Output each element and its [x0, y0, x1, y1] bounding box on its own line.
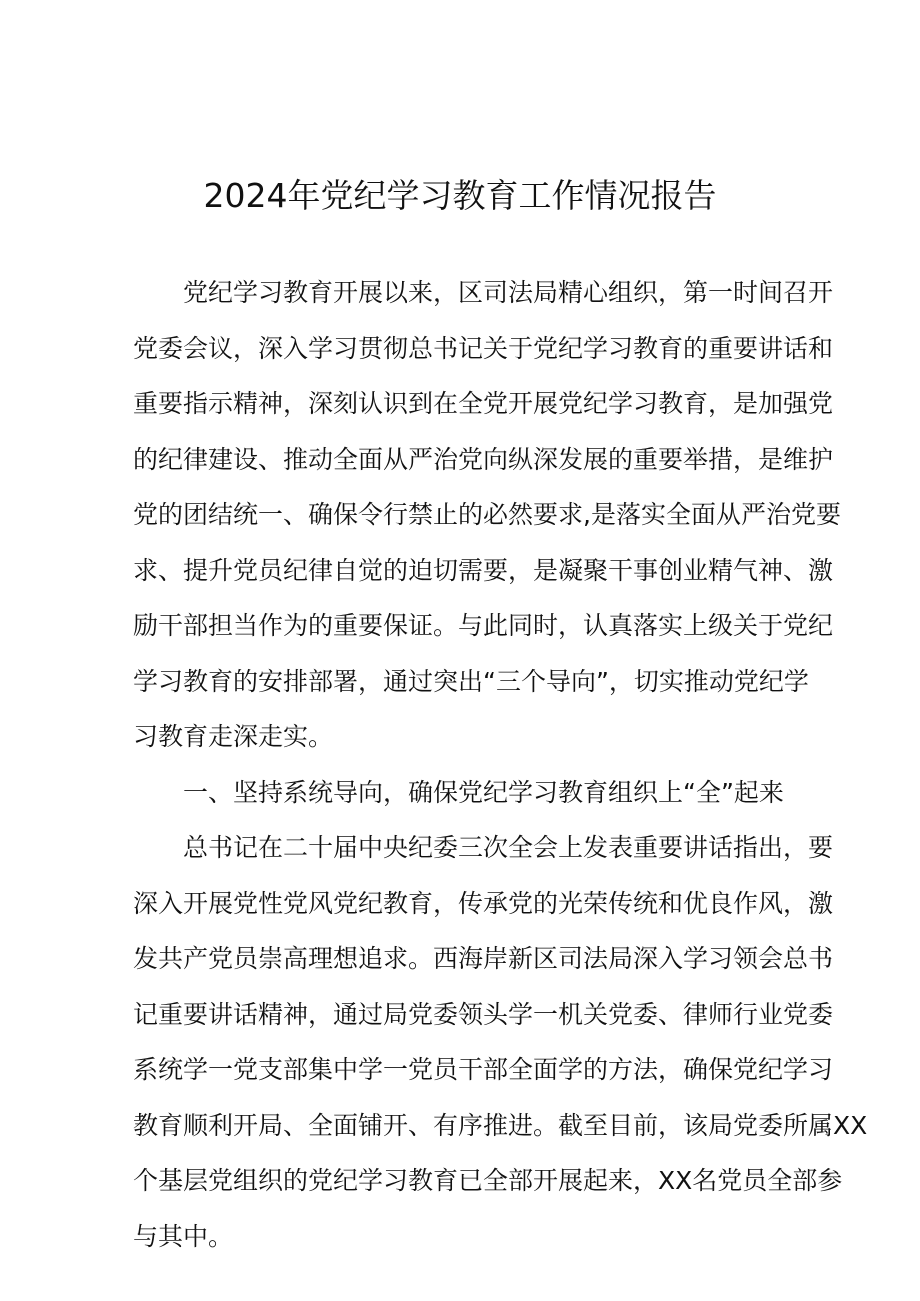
text-line: 党纪学习教育开展以来，区司法局精心组织，第一时间召开 [183, 278, 834, 307]
text-line: 一、坚持系统导向，确保党纪学习教育组织上“全”起来 [183, 777, 784, 807]
text-line: 教育顺利开局、全面铺开、有序推进。截至目前，该局党委所属XX [133, 1110, 868, 1140]
text-line: 系统学一党支部集中学一党员干部全面学的方法，确保党纪学习 [133, 1055, 834, 1084]
text-line: 党委会议，深入学习贯彻总书记关于党纪学习教育的重要讲话和 [133, 333, 834, 363]
text-line: 个基层党组织的党纪学习教育已全部开展起来，XX名党员全部参 [133, 1166, 843, 1195]
document-body [133, 265, 868, 1264]
text-line: 深入开展党性党风党纪教育，传承党的光荣传统和优良作风，激 [133, 888, 834, 918]
text-line: 总书记在二十届中央纪委三次全会上发表重要讲话指出，要 [183, 833, 834, 862]
text-line: 重要指示精神，深刻认识到在全党开展党纪学习教育，是加强党 [133, 389, 834, 418]
document-title: 2024年党纪学习教育工作情况报告 [203, 176, 717, 215]
text-line: 党的团结统一、确保令行禁止的必然要求,是落实全面从严治党要 [133, 500, 841, 529]
text-line: 励干部担当作为的重要保证。与此同时，认真落实上级关于党纪 [133, 611, 834, 640]
text-line: 与其中。 [133, 1221, 234, 1251]
text-line: 发共产党员崇高理想追求。西海岸新区司法局深入学习领会总书 [133, 944, 834, 973]
text-line: 求、提升党员纪律自觉的迫切需要，是凝聚干事创业精气神、激 [133, 555, 834, 585]
text-line: 的纪律建设、推动全面从严治党向纵深发展的重要举措，是维护 [133, 444, 834, 474]
text-line: 学习教育的安排部署，通过突出“三个导向”，切实推动党纪学 [133, 666, 809, 696]
text-line: 记重要讲话精神，通过局党委领头学一机关党委、律师行业党委 [133, 999, 834, 1029]
text-line: 习教育走深走实。 [133, 722, 334, 751]
